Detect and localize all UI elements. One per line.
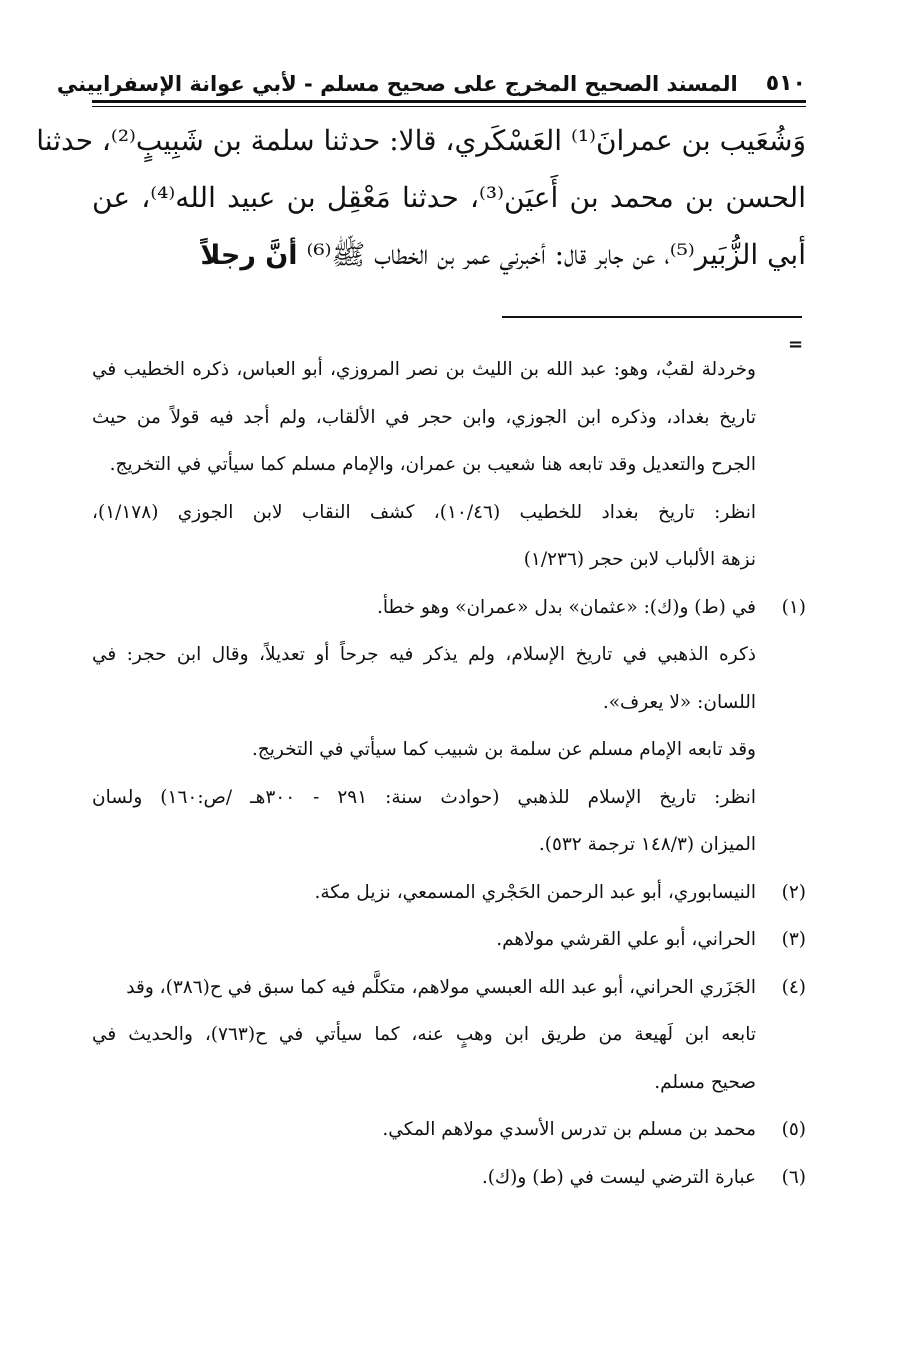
footnote-1 — [92, 584, 806, 632]
header-rule-thick — [92, 100, 806, 103]
footnote-1-line: اللسان: «لا يعرف». — [602, 691, 756, 713]
footnote-continuation-mark: = — [788, 334, 804, 355]
footnote-text: النيسابوري، أبو عبد الرحمن الحَجْري المسمعي، نزيل مكة. — [314, 881, 756, 903]
footnote-6 — [92, 1154, 806, 1202]
footnote-continuation-line: نزهة الألباب لابن حجر (١/٢٣٦) — [523, 549, 756, 570]
main-text-line — [92, 226, 806, 283]
footnote-text: محمد بن مسلم بن تدرس الأسدي مولاهم المكي. — [382, 1119, 756, 1140]
footnote-4 — [92, 964, 806, 1012]
footnote-continuation-line: الجرح والتعديل وقد تابعه هنا شعيب بن عمران، والإمام مسلم كما سيأتي في التخريج. — [109, 454, 756, 475]
footnote-3 — [92, 916, 806, 964]
footnote-1-line: ذكره الذهبي في تاريخ الإسلام، ولم يذكر فيه جرحاً أو تعديلاً، وقال ابن حجر: في — [92, 644, 756, 665]
footnote-1-line: وقد تابعه الإمام مسلم عن سلمة بن شبيب كما سيأتي في التخريج. — [251, 739, 756, 760]
main-text-line: الحسن بن محمد بن أَعيَن⁽³⁾، حدثنا مَعْقِل بن عبيد الله⁽⁴⁾، عن — [92, 181, 806, 214]
footnote-number: (٥) — [781, 1119, 806, 1140]
footnote-separator — [502, 316, 802, 318]
footnote-5 — [92, 1106, 806, 1154]
footnote-1-line: انظر: تاريخ الإسلام للذهبي (حوادث سنة: ٢٩١ - ٣٠٠هـ /ص:١٦٠) ولسان — [92, 786, 756, 808]
footnote-continuation-line: وخردلة لقبٌ، وهو: عبد الله بن الليث بن نصر المروزي، أبو العباس، ذكره الخطيب في — [92, 359, 756, 380]
footnotes — [92, 346, 806, 1201]
footnote-4-line: تابعه ابن لَهيعة من طريق ابن وهبٍ عنه، كما سيأتي في ح(٧٦٣)، والحديث في — [92, 1024, 756, 1045]
footnote-number: (٦) — [781, 1166, 806, 1188]
main-text-segment: أبي الزُّبَير⁽⁵⁾، عن جابر قال: أخبرني عمر بن الخطاب ﷺ⁽⁶⁾ — [306, 238, 806, 271]
footnote-2 — [92, 869, 806, 917]
footnote-number: (١) — [781, 596, 806, 618]
matn-start-bold: أنَّ رجلاً — [200, 240, 298, 271]
footnote-text: عبارة الترضي ليست في (ط) و(ك). — [481, 1166, 756, 1188]
book-title: المسند الصحيح المخرج على صحيح مسلم - لأبي عوانة الإسفراييني — [56, 72, 738, 96]
footnote-number: (٣) — [781, 929, 806, 950]
footnote-text: في (ط) و(ك): «عثمان» بدل «عمران» وهو خطأ. — [377, 596, 756, 618]
footnote-1-line: الميزان (١٤٨/٣ ترجمة ٥٣٢). — [538, 834, 756, 855]
footnote-number: (٤) — [781, 976, 806, 998]
header-rule-thin — [92, 106, 806, 107]
footnote-number: (٢) — [781, 881, 806, 903]
main-text — [36, 112, 806, 283]
running-header — [56, 62, 806, 96]
footnote-text: الحراني، أبو علي القرشي مولاهم. — [496, 929, 756, 950]
footnote-continuation-line: انظر: تاريخ بغداد للخطيب (١٠/٤٦)، كشف النقاب لابن الجوزي (١/١٧٨)، — [92, 501, 757, 523]
page-number: ٥١٠ — [765, 71, 806, 96]
footnote-continuation-line: تاريخ بغداد، وذكره ابن الجوزي، وابن حجر في الألقاب، ولم أجد فيه قولاً من حيث — [92, 406, 756, 428]
footnote-4-line: صحيح مسلم. — [654, 1071, 756, 1093]
footnote-text: الجَزَري الحراني، أبو عبد الله العبسي مولاهم، متكلَّم فيه كما سبق في ح(٣٨٦)، وقد — [126, 976, 756, 998]
main-text-line: وَشُعَيب بن عمرانَ⁽¹⁾ العَسْكَري، قالا: حدثنا سلمة بن شَبِيبٍ⁽²⁾، حدثنا — [36, 124, 806, 157]
